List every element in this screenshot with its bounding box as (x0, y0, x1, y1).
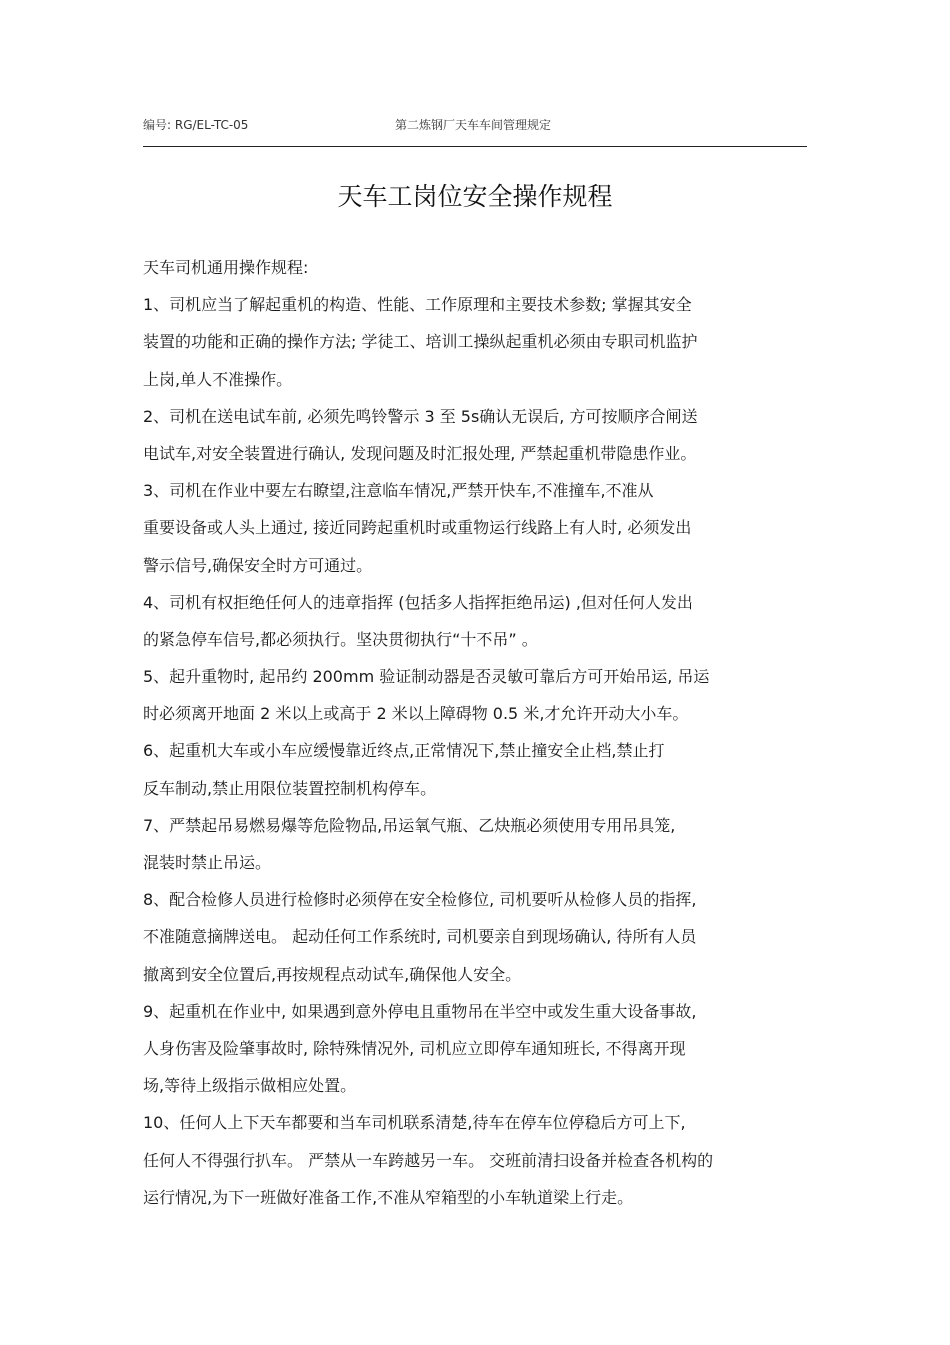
text-line: 运行情况,为下一班做好准备工作,不准从窄箱型的小车轨道梁上行走。 (143, 1187, 634, 1207)
text-line: 8、配合检修人员进行检修时必须停在安全检修位, 司机要听从检修人员的指挥, (143, 890, 697, 910)
text-line: 7、严禁起吊易燃易爆等危险物品,吊运氧气瓶、乙炔瓶必须使用专用吊具笼, (143, 815, 676, 835)
document-body (143, 249, 807, 1216)
text-line: 2、司机在送电试车前, 必须先鸣铃警示 3 至 5s确认无误后, 方可按顺序合闸送 (143, 406, 698, 426)
text-line: 时必须离开地面 2 米以上或高于 2 米以上障碍物 0.5 米,才允许开动大小车。 (143, 704, 689, 724)
text-line: 警示信号,确保安全时方可通过。 (143, 555, 373, 575)
text-line: 反车制动,禁止用限位装置控制机构停车。 (143, 778, 437, 798)
text-line: 场,等待上级指示做相应处置。 (143, 1076, 357, 1096)
text-line: 电试车,对安全装置进行确认, 发现问题及时汇报处理, 严禁起重机带隐患作业。 (143, 443, 697, 463)
header-divider (143, 146, 807, 147)
text-line: 9、起重机在作业中, 如果遇到意外停电且重物吊在半空中或发生重大设备事故, (143, 1001, 697, 1021)
text-line: 重要设备或人头上通过, 接近同跨起重机时或重物运行线路上有人时, 必须发出 (143, 518, 692, 538)
text-line: 6、起重机大车或小车应缓慢靠近终点,正常情况下,禁止撞安全止档,禁止打 (143, 741, 665, 761)
text-line: 撤离到安全位置后,再按规程点动试车,确保他人安全。 (143, 964, 522, 984)
text-line: 3、司机在作业中要左右瞭望,注意临车情况,严禁开快车,不准撞车,不准从 (143, 481, 654, 501)
text-line: 的紧急停车信号,都必须执行。坚决贯彻执行“十不吊” 。 (143, 629, 538, 649)
section-heading: 天车司机通用操作规程: (143, 258, 309, 277)
text-line: 混装时禁止吊运。 (143, 853, 272, 872)
document-code: 编号: RG/EL-TC-05 (143, 118, 249, 132)
text-line: 不准随意摘牌送电。 起动任何工作系统时, 司机要亲自到现场确认, 待所有人员 (143, 927, 697, 947)
text-line: 人身伤害及险肇事故时, 除特殊情况外, 司机应立即停车通知班长, 不得离开现 (143, 1038, 686, 1058)
text-line: 任何人不得强行扒车。 严禁从一车跨越另一车。 交班前清扫设备并检查各机构的 (143, 1150, 714, 1170)
text-line: 装置的功能和正确的操作方法; 学徒工、培训工操纵起重机必须由专职司机监护 (143, 332, 698, 352)
text-line: 1、司机应当了解起重机的构造、性能、工作原理和主要技术参数; 掌握其安全 (143, 295, 692, 315)
page-title: 天车工岗位安全操作规程 (337, 182, 613, 211)
header-document-title: 第二炼钢厂天车车间管理规定 (395, 118, 552, 132)
text-line: 上岗,单人不准操作。 (143, 369, 293, 389)
text-line: 10、任何人上下天车都要和当车司机联系清楚,待车在停车位停稳后方可上下, (143, 1113, 686, 1133)
page-header (143, 116, 807, 136)
text-line: 5、起升重物时, 起吊约 200mm 验证制动器是否灵敏可靠后方可开始吊运, 吊运 (143, 667, 710, 687)
text-line: 4、司机有权拒绝任何人的违章指挥 (包括多人指挥拒绝吊运) ,但对任何人发出 (143, 592, 693, 612)
